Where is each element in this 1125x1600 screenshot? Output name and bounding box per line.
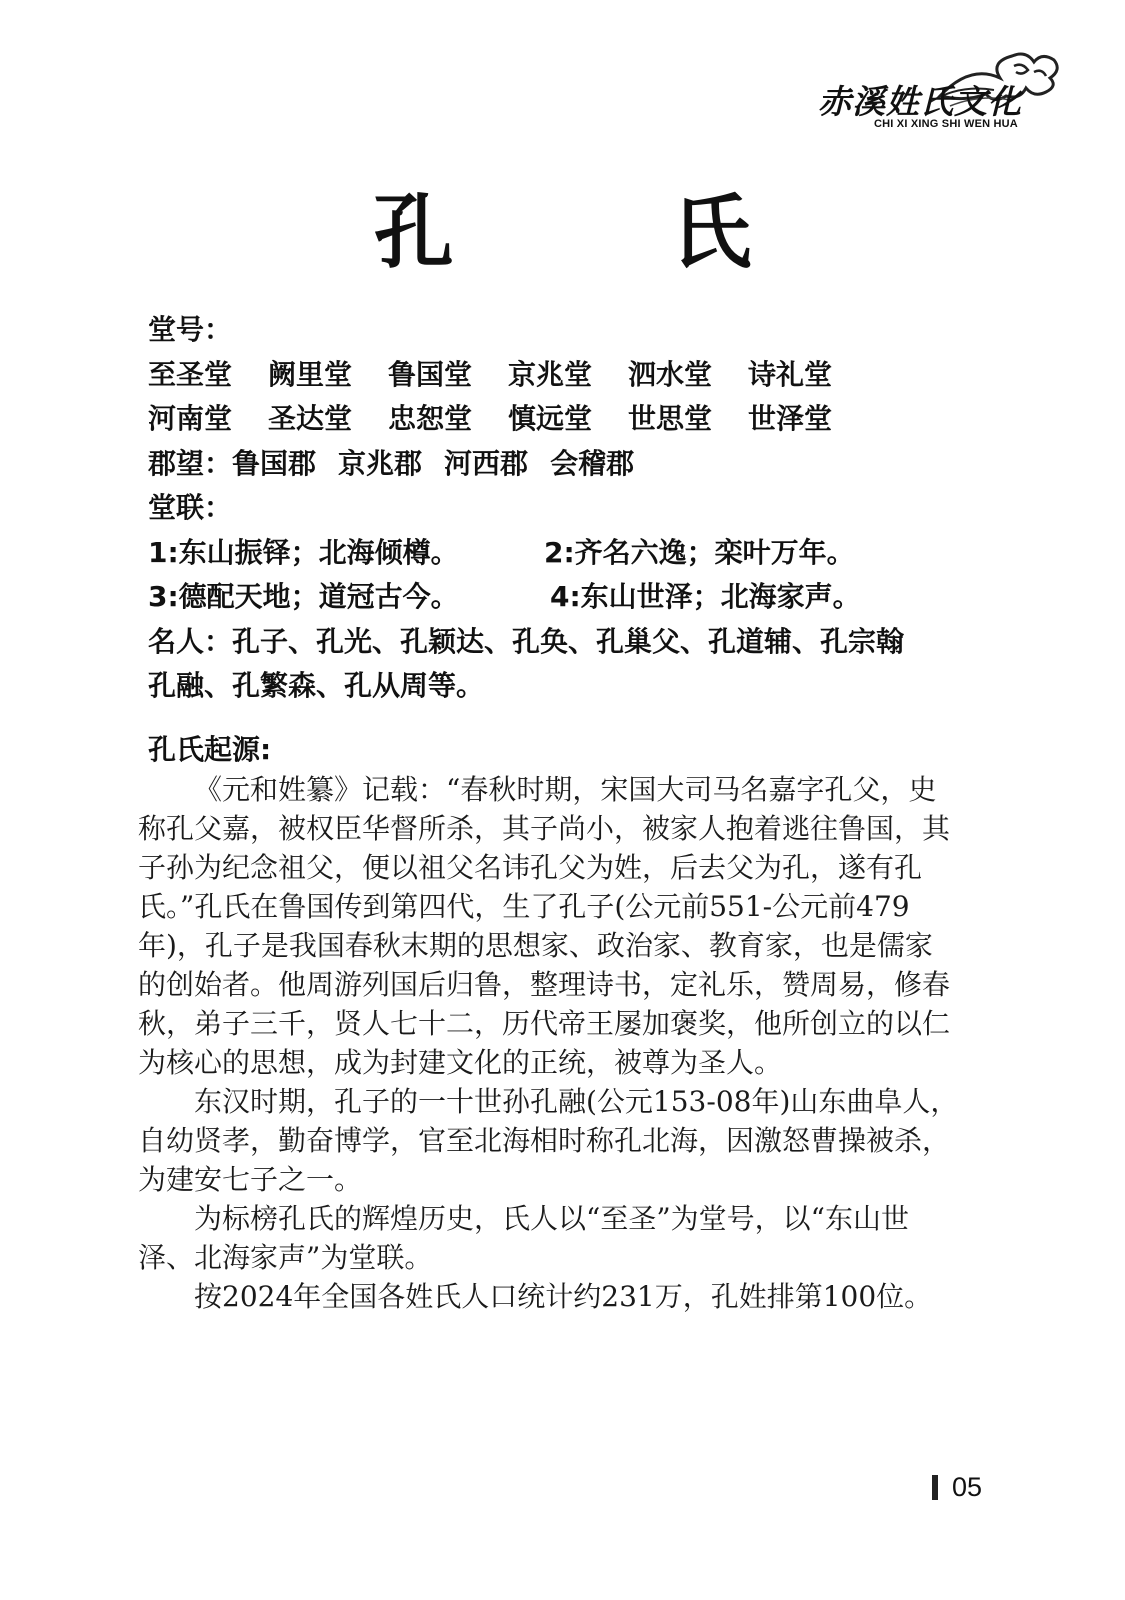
text-line: 《元和姓纂》记载：“春秋时期，宋国大司马名嘉字孔父，史 [194, 773, 937, 806]
junwang-item: 河西郡 [444, 446, 529, 480]
famous-people-line-2: 孔融、孔繁森、孔从周等。 [148, 669, 485, 702]
surname-info [148, 308, 904, 709]
text-line: 东汉时期，孔子的一十世孙孔融(公元153-08年)山东曲阜人， [194, 1085, 959, 1118]
page-title: 孔 氏 [373, 185, 847, 279]
hall-name: 诗礼堂 [748, 357, 833, 391]
hall-name: 京兆堂 [508, 357, 593, 391]
text-line: 按2024年全国各姓氏人口统计约231万，孔姓排第100位。 [194, 1280, 933, 1313]
hall-name: 至圣堂 [148, 357, 233, 391]
page-number-bar [932, 1475, 938, 1500]
couplet: 1:东山振铎；北海倾樽。 [148, 535, 459, 569]
text-line: 的创始者。他周游列国后归鲁，整理诗书，定礼乐，赞周易，修春 [138, 968, 951, 1001]
header-logo [818, 44, 1058, 136]
hall-name: 阙里堂 [268, 357, 353, 391]
hall-name: 泗水堂 [628, 357, 713, 391]
junwang-item: 会稽郡 [550, 446, 635, 480]
couplet: 4:东山世泽；北海家声。 [550, 580, 861, 613]
text-line: 为标榜孔氏的辉煌历史，氏人以“至圣”为堂号，以“东山世 [194, 1202, 909, 1235]
logo-title: 赤溪姓氏文化 [818, 82, 1022, 121]
text-line: 为建安七子之一。 [138, 1163, 363, 1196]
couplet-row-2 [148, 575, 904, 620]
tanghao-row-2 [148, 397, 904, 442]
tanghao-label: 堂号： [148, 313, 233, 346]
text-line: 称孔父嘉，被权臣华督所杀，其子尚小，被家人抱着逃往鲁国，其 [138, 812, 951, 845]
hall-name: 世泽堂 [748, 402, 833, 435]
junwang-item: 鲁国郡 [232, 446, 317, 480]
couplet-row-1 [148, 531, 904, 576]
page-number [932, 1472, 982, 1503]
logo-pinyin: CHI XI XING SHI WEN HUA [874, 118, 1018, 130]
text-line: 泽、北海家声”为堂联。 [138, 1241, 433, 1274]
hall-name: 河南堂 [148, 402, 233, 435]
tanghao-row-1 [148, 353, 904, 398]
text-line: 年)，孔子是我国春秋末期的思想家、政治家、教育家，也是儒家 [138, 929, 933, 962]
paragraph-2 [138, 1082, 998, 1199]
hall-name: 圣达堂 [268, 402, 353, 435]
hall-name: 世思堂 [628, 402, 713, 435]
paragraph-4 [138, 1277, 998, 1316]
famous-people-line-1: 名人：孔子、孔光、孔颖达、孔奂、孔巢父、孔道辅、孔宗翰 [148, 624, 905, 658]
text-line: 子孙为纪念祖父，便以祖父名讳孔父为姓，后去父为孔，遂有孔 [138, 851, 923, 884]
text-line: 氏。”孔氏在鲁国传到第四代，生了孔子(公元前551-公元前479 [138, 890, 910, 923]
junwang-label: 郡望： [148, 446, 233, 480]
text-line: 秋，弟子三千，贤人七十二，历代帝王屡加褒奖，他所创立的以仁 [138, 1007, 951, 1040]
couplet: 3:德配天地；道冠古今。 [148, 580, 459, 613]
origin-heading: 孔氏起源: [148, 733, 272, 766]
text-line: 为核心的思想，成为封建文化的正统，被尊为圣人。 [138, 1046, 783, 1079]
couplet: 2:齐名六逸；栾叶万年。 [544, 535, 855, 569]
origin-body [138, 770, 998, 1316]
hall-name: 鲁国堂 [388, 357, 473, 391]
junwang-item: 京兆郡 [338, 446, 423, 480]
tanglian-label: 堂联： [148, 491, 233, 524]
paragraph-1 [138, 770, 998, 1082]
junwang-row [148, 442, 904, 487]
text-line: 自幼贤孝，勤奋博学，官至北海相时称孔北海，因激怒曹操被杀， [138, 1124, 951, 1157]
page-number-text: 05 [952, 1472, 983, 1502]
paragraph-3 [138, 1199, 998, 1277]
hall-name: 慎远堂 [508, 402, 593, 435]
hall-name: 忠恕堂 [388, 402, 473, 435]
